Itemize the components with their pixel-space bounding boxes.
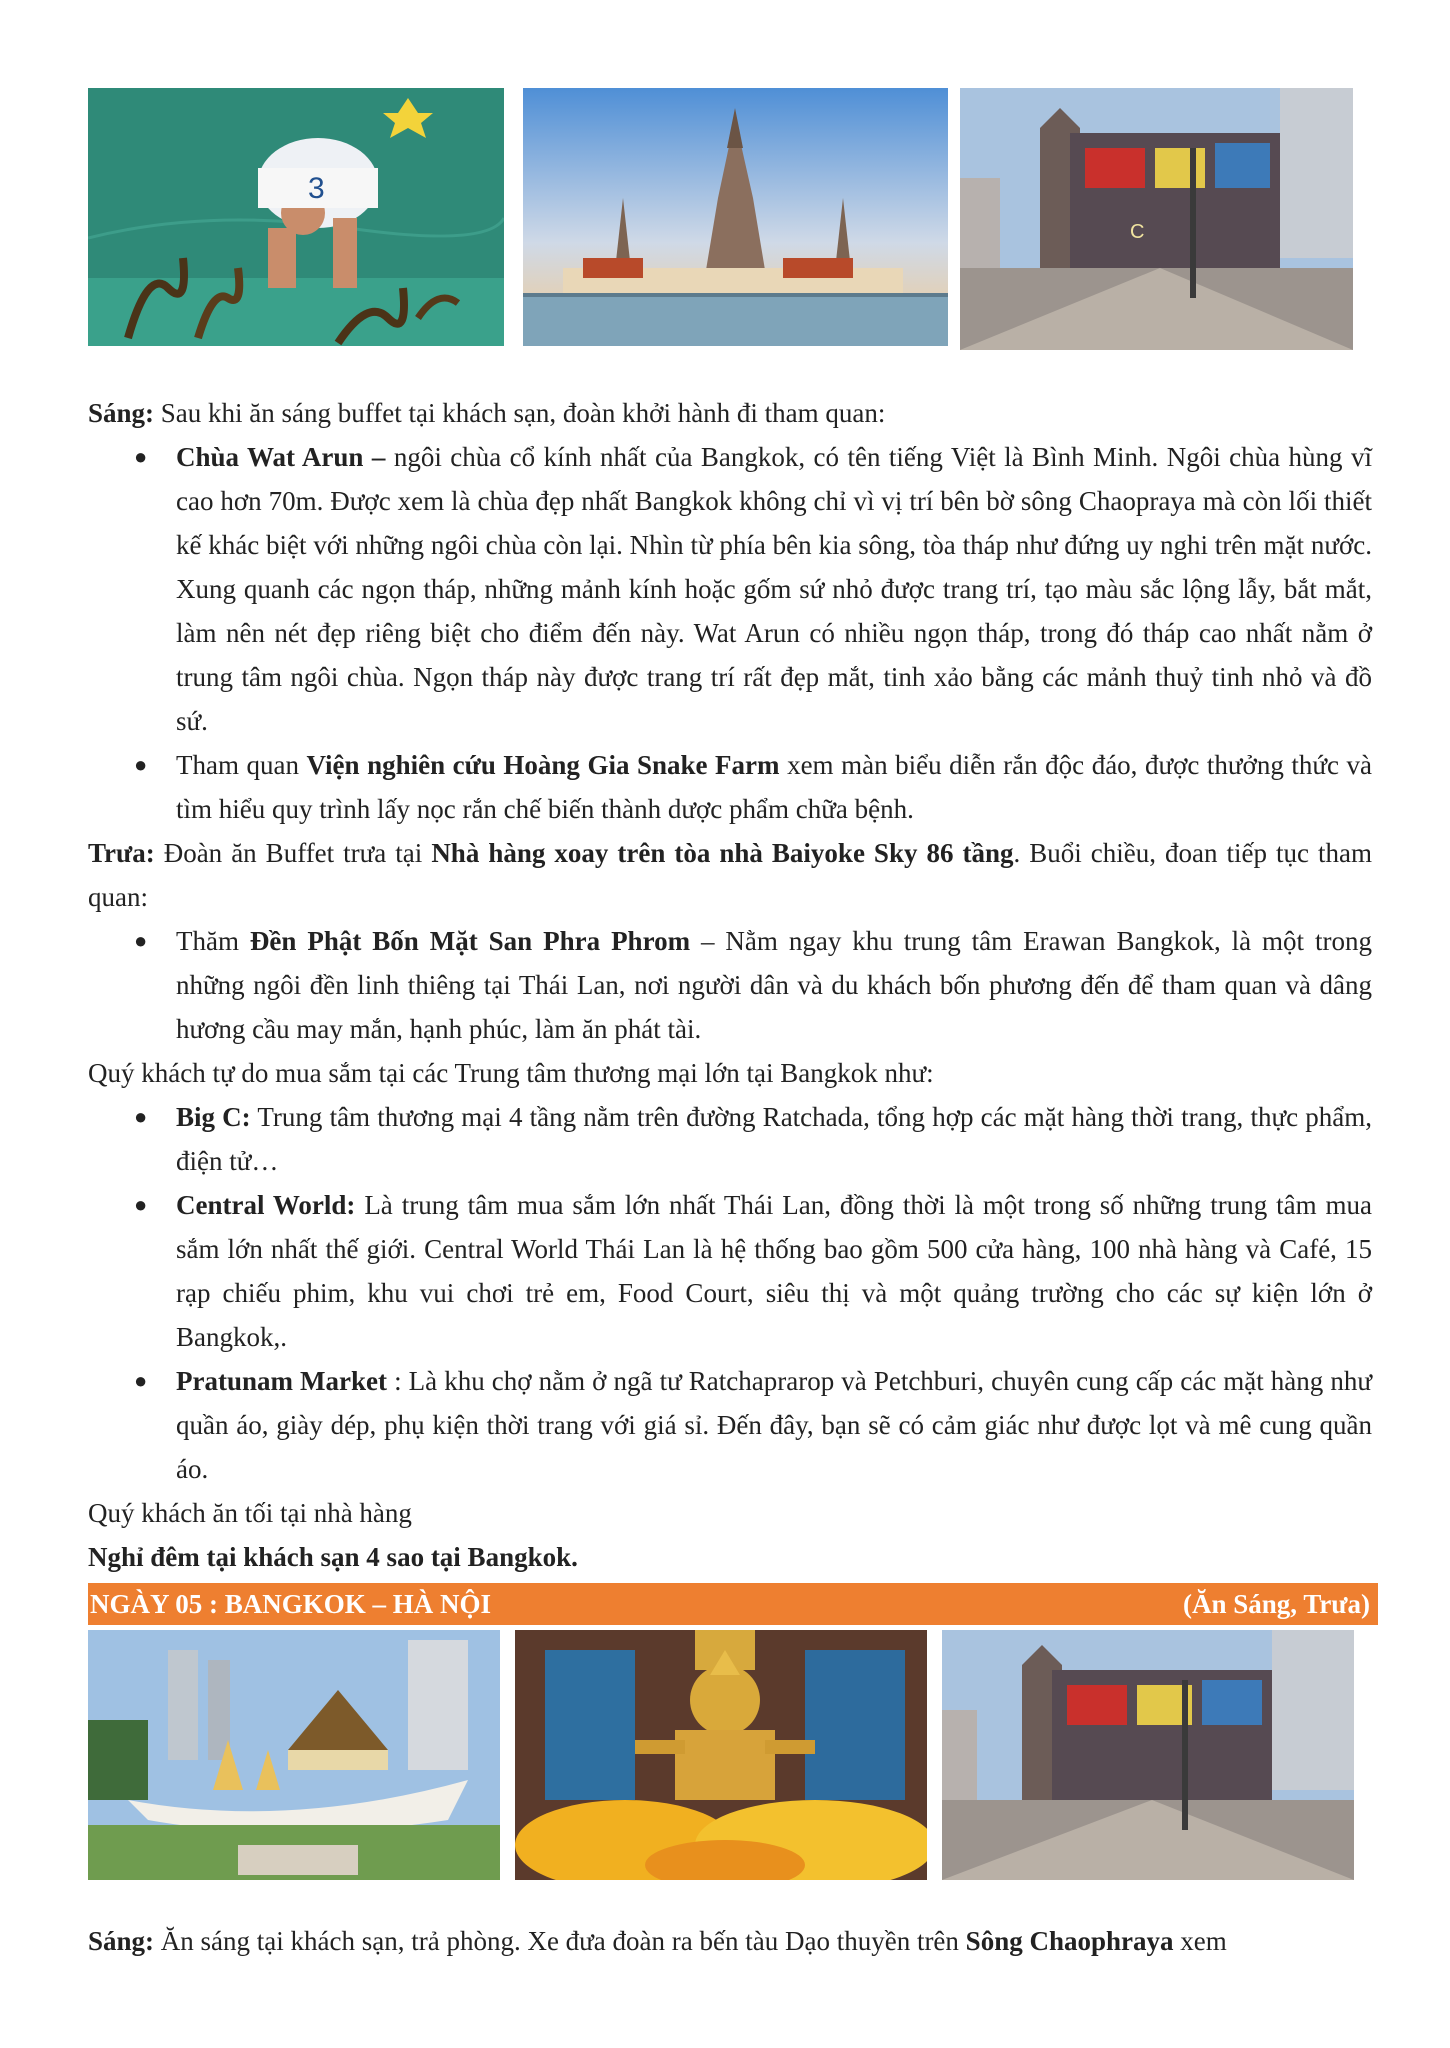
bullet-icon: ●: [134, 928, 148, 953]
snake-show-photo: [88, 88, 504, 346]
bullet-icon: ●: [134, 1192, 148, 1217]
list-item: ● Tham quan Viện nghiên cứu Hoàng Gia Snake Farm xem màn biểu diễn rắn độc đáo, được thưởng thức và tìm hiểu quy trình lấy nọc rắn chế biến thành dược phẩm chữa bệnh.: [88, 743, 1372, 831]
noon-intro: Trưa: Đoàn ăn Buffet trưa tại Nhà hàng xoay trên tòa nhà Baiyoke Sky 86 tầng. Buổi chiều, đoan tiếp tục tham quan:: [88, 838, 1372, 912]
list-item: ● Big C: Trung tâm thương mại 4 tầng nằm trên đường Ratchada, tổng hợp các mặt hàng thời trang, thực phẩm, điện tử…: [88, 1095, 1372, 1183]
bullet-icon: ●: [134, 444, 148, 469]
svg-text:3: 3: [308, 172, 325, 205]
itinerary-text: [88, 391, 1372, 1579]
day-header: [88, 1583, 1378, 1625]
svg-text:C: C: [1130, 221, 1145, 243]
day5-text: [88, 1919, 1372, 1963]
morning-intro: Sáng: Sau khi ăn sáng buffet tại khách sạn, đoàn khởi hành đi tham quan:: [88, 398, 886, 428]
day-title: NGÀY 05 : BANGKOK – HÀ NỘI: [90, 1589, 492, 1619]
noon-label: Trưa:: [88, 838, 155, 868]
list-item: ● Chùa Wat Arun – ngôi chùa cổ kính nhất của Bangkok, có tên tiếng Việt là Bình Minh. Ngôi chùa hùng vĩ cao hơn 70m. Được xem là chùa đẹp nhất Bangkok không chỉ vì vị trí bên bờ sông Chaopraya mà còn lối thiết kế khác biệt với những ngôi chùa còn lại. Nhìn từ phía bên kia sông, tòa tháp như đứng uy nghi trên mặt nước. Xung quanh các ngọn tháp, những mảnh kính hoặc gốm sứ nhỏ được trang trí, tạo màu sắc lộng lẫy, bắt mắt, làm nên nét đẹp riêng biệt cho điểm đến này. Wat Arun có nhiều ngọn tháp, trong đó tháp cao nhất nằm ở trung tâm ngôi chùa. Ngọn tháp này được trang trí rất đẹp mắt, tinh xảo bằng các mảnh thuỷ tinh nhỏ và đồ sứ.: [88, 435, 1372, 743]
dinner-note: Quý khách ăn tối tại nhà hàng: [88, 1498, 412, 1528]
bullet-icon: ●: [134, 1104, 148, 1129]
shopping-intro: Quý khách tự do mua sắm tại các Trung tâm thương mại lớn tại Bangkok như:: [88, 1058, 934, 1088]
boat-temple-photo: [88, 1630, 500, 1880]
central-world-mall-photo: [942, 1630, 1354, 1880]
morning-label: Sáng:: [88, 398, 155, 428]
overnight-note: Nghỉ đêm tại khách sạn 4 sao tại Bangkok.: [88, 1542, 578, 1572]
shopping-list: [88, 1095, 1372, 1491]
list-item: ● Pratunam Market : Là khu chợ nằm ở ngã tư Ratchaprarop và Petchburi, chuyên cung cấp các mặt hàng như quần áo, giày dép, phụ kiện thời trang với giá sỉ. Đến đây, bạn sẽ có cảm giác như được lọt và mê cung quần áo.: [88, 1359, 1372, 1491]
list-item: ● Central World: Là trung tâm mua sắm lớn nhất Thái Lan, đồng thời là một trong số những trung tâm mua sắm lớn nhất thế giới. Central World Thái Lan là hệ thống bao gồm 500 cửa hàng, 100 nhà hàng và Café, 15 rạp chiếu phim, khu vui chơi trẻ em, Food Court, siêu thị và một quảng trường cho các sự kiện lớn ở Bangkok,.: [88, 1183, 1372, 1359]
bullet-icon: ●: [134, 752, 148, 777]
big-c-mall-photo: [960, 88, 1353, 350]
day5-morning: Sáng: Ăn sáng tại khách sạn, trả phòng. Xe đưa đoàn ra bến tàu Dạo thuyền trên Sông Chaophraya xem: [88, 1926, 1227, 1956]
day-meals: (Ăn Sáng, Trưa): [1183, 1589, 1370, 1619]
four-faced-buddha-photo: [515, 1630, 927, 1880]
morning-list: [88, 435, 1372, 831]
bullet-icon: ●: [134, 1368, 148, 1393]
list-item: ● Thăm Đền Phật Bốn Mặt San Phra Phrom – Nằm ngay khu trung tâm Erawan Bangkok, là một trong những ngôi đền linh thiêng tại Thái Lan, nơi người dân và du khách bốn phương đến để tham quan và dâng hương cầu may mắn, hạnh phúc, làm ăn phát tài.: [88, 919, 1372, 1051]
wat-arun-photo: [523, 88, 948, 346]
noon-list: [88, 919, 1372, 1051]
day5-morning-label: Sáng:: [88, 1926, 155, 1956]
